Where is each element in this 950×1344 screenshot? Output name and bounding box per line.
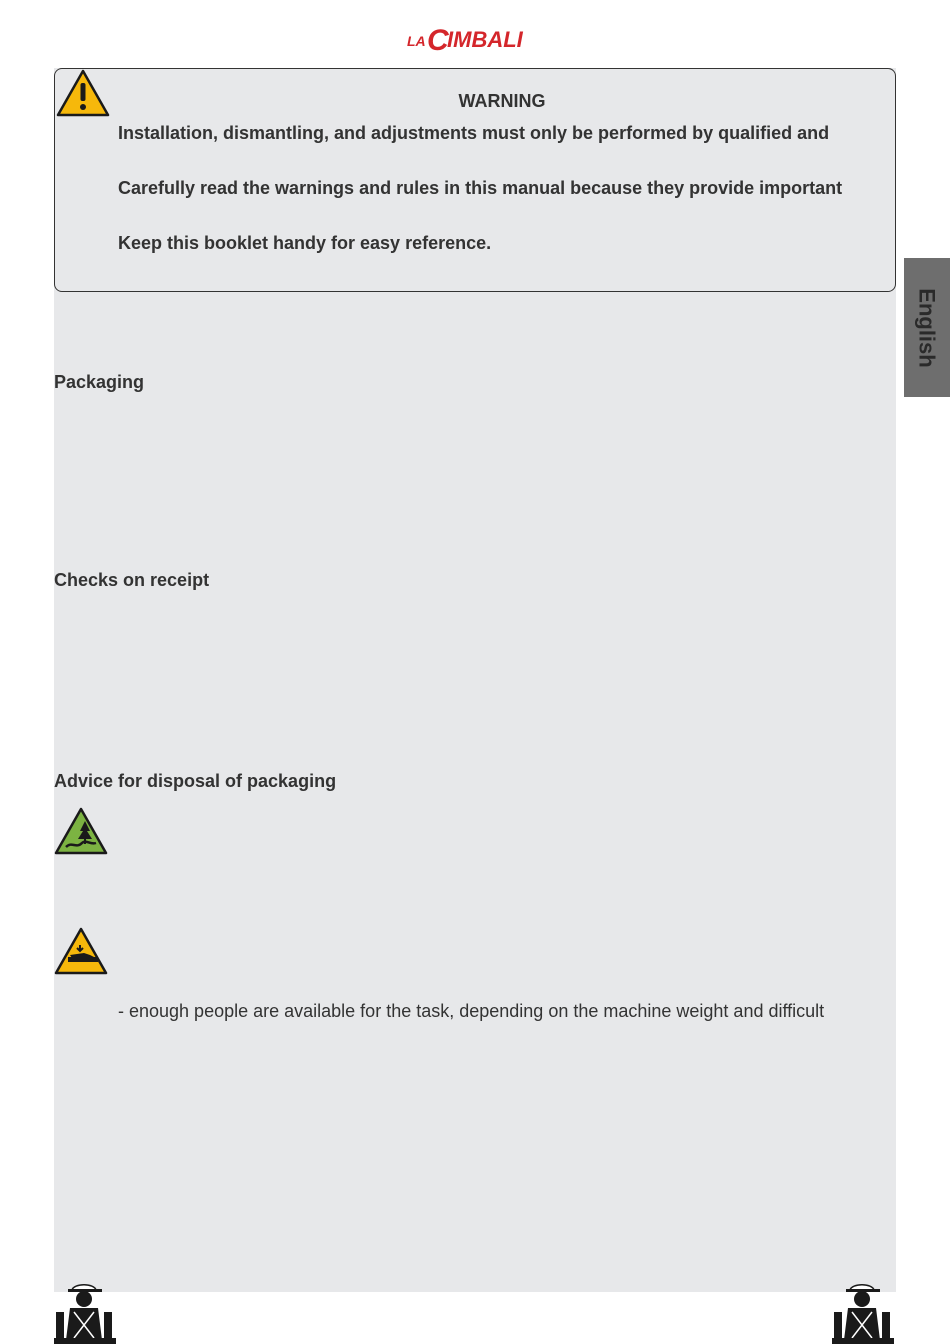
heading-disposal: Advice for disposal of packaging	[54, 771, 337, 791]
svg-text:C: C	[427, 24, 449, 56]
hand-crush-hazard-icon	[54, 927, 108, 975]
heading-packaging: Packaging	[54, 372, 145, 392]
warning-title: WARNING	[458, 91, 546, 111]
warning-line-3: Keep this booklet handy for easy reference.	[118, 233, 492, 253]
svg-text:LA: LA	[407, 33, 426, 49]
warning-triangle-icon	[56, 69, 110, 117]
language-tab-label: English	[915, 287, 941, 368]
lacimbali-logo	[405, 20, 545, 56]
warning-line-1: Installation, dismantling, and adjustments must only be performed by qualified and	[118, 123, 830, 143]
lifting-worker-icon-left	[54, 1282, 118, 1344]
environment-protection-icon	[54, 807, 108, 855]
language-tab-label-wrap	[904, 258, 950, 397]
heading-checks-on-receipt: Checks on receipt	[54, 570, 210, 590]
disposal-body-text: - enough people are available for the task, depending on the machine weight and difficult	[118, 1001, 825, 1021]
warning-line-2: Carefully read the warnings and rules in this manual because they provide important	[118, 178, 843, 198]
lifting-worker-icon-right	[832, 1282, 896, 1344]
svg-text:IMBALI: IMBALI	[447, 27, 523, 52]
